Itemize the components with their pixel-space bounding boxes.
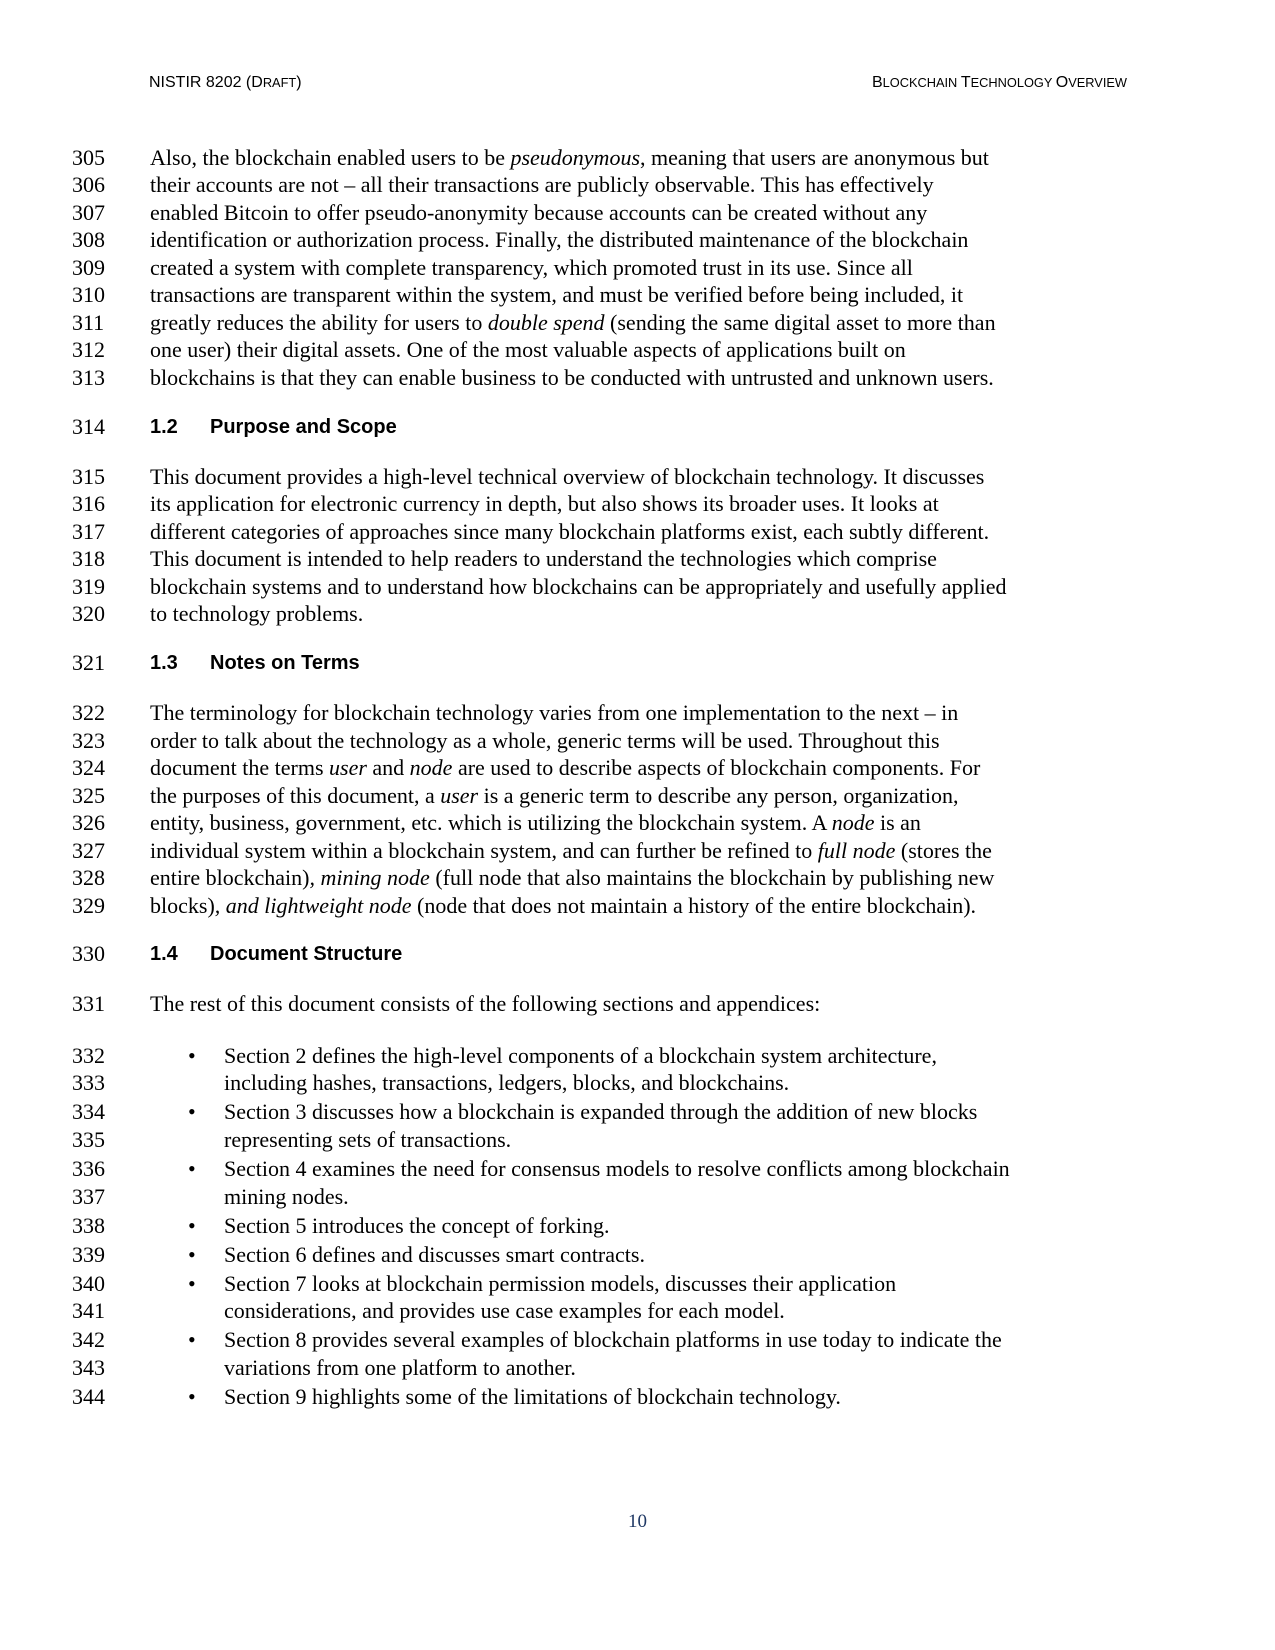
line-number: 336 xyxy=(72,1156,105,1181)
paragraph-line: entire blockchain), mining node (full node that also maintains the blockchain by publishing new xyxy=(150,865,995,890)
list-item: Section 4 examines the need for consensus models to resolve conflicts among blockchain xyxy=(224,1156,1010,1181)
bullet: • xyxy=(188,1242,196,1267)
line-number: 343 xyxy=(72,1355,105,1380)
line-number: 335 xyxy=(72,1127,105,1152)
list-item: Section 2 defines the high-level components of a blockchain system architecture, xyxy=(224,1043,937,1068)
paragraph-line: order to talk about the technology as a whole, generic terms will be used. Throughout this xyxy=(150,728,940,753)
line-number: 330 xyxy=(72,941,105,966)
line-number: 306 xyxy=(72,172,105,197)
line-number: 340 xyxy=(72,1271,105,1296)
bullet: • xyxy=(188,1099,196,1124)
list-item: Section 6 defines and discusses smart contracts. xyxy=(224,1242,645,1267)
line-number: 337 xyxy=(72,1184,105,1209)
line-number: 316 xyxy=(72,491,105,516)
bullet: • xyxy=(188,1043,196,1068)
bullet: • xyxy=(188,1384,196,1409)
paragraph-line: individual system within a blockchain system, and can further be refined to full node (stores the xyxy=(150,838,992,863)
paragraph-line: enabled Bitcoin to offer pseudo-anonymity because accounts can be created without any xyxy=(150,200,928,225)
line-number: 324 xyxy=(72,755,105,780)
bullet: • xyxy=(188,1213,196,1238)
list-item-continued: including hashes, transactions, ledgers, blocks, and blockchains. xyxy=(224,1070,790,1095)
line-number: 342 xyxy=(72,1327,105,1352)
paragraph-line: This document is intended to help readers to understand the technologies which comprise xyxy=(150,546,937,571)
paragraph-line: the purposes of this document, a user is a generic term to describe any person, organization, xyxy=(150,783,959,808)
paragraph-line: different categories of approaches since many blockchain platforms exist, each subtly different. xyxy=(150,519,990,544)
list-item-continued: variations from one platform to another. xyxy=(224,1355,576,1380)
running-header-right: BLOCKCHAIN TECHNOLOGY OVERVIEW xyxy=(871,74,1127,91)
line-number: 334 xyxy=(72,1099,105,1124)
line-number: 319 xyxy=(72,574,105,599)
list-item-continued: representing sets of transactions. xyxy=(224,1127,512,1152)
bullet: • xyxy=(188,1156,196,1181)
line-number: 305 xyxy=(72,145,105,170)
list-item-continued: considerations, and provides use case examples for each model. xyxy=(224,1298,785,1323)
paragraph-line: This document provides a high-level technical overview of blockchain technology. It discusses xyxy=(150,464,985,489)
line-number: 310 xyxy=(72,282,105,307)
list-item-continued: mining nodes. xyxy=(224,1184,349,1209)
line-number: 318 xyxy=(72,546,105,571)
paragraph-line: entity, business, government, etc. which is utilizing the blockchain system. A node is an xyxy=(150,810,921,835)
line-number: 328 xyxy=(72,865,105,890)
paragraph-line: greatly reduces the ability for users to double spend (sending the same digital asset to more than xyxy=(150,310,996,335)
line-number: 331 xyxy=(72,991,105,1016)
section-heading-1-4: 1.4 Document Structure xyxy=(150,943,403,965)
line-number: 317 xyxy=(72,519,105,544)
paragraph-line: The terminology for blockchain technology varies from one implementation to the next – in xyxy=(150,700,959,725)
line-number: 322 xyxy=(72,700,105,725)
paragraph-line: The rest of this document consists of the following sections and appendices: xyxy=(150,991,821,1016)
list-item: Section 9 highlights some of the limitations of blockchain technology. xyxy=(224,1384,841,1409)
section-heading-1-3: 1.3 Notes on Terms xyxy=(150,652,360,674)
paragraph-line: blockchain systems and to understand how blockchains can be appropriately and usefully applied xyxy=(150,574,1007,599)
running-header-left: NISTIR 8202 (DRAFT) xyxy=(149,74,302,91)
paragraph-line: identification or authorization process. Finally, the distributed maintenance of the blockchain xyxy=(150,227,969,252)
paragraph-line: one user) their digital assets. One of the most valuable aspects of applications built on xyxy=(150,337,906,362)
line-number: 307 xyxy=(72,200,105,225)
line-number: 309 xyxy=(72,255,105,280)
line-number: 313 xyxy=(72,365,105,390)
list-item: Section 8 provides several examples of blockchain platforms in use today to indicate the xyxy=(224,1327,1002,1352)
bullet: • xyxy=(188,1271,196,1296)
line-number: 315 xyxy=(72,464,105,489)
line-number: 338 xyxy=(72,1213,105,1238)
paragraph-line: its application for electronic currency in depth, but also shows its broader uses. It looks at xyxy=(150,491,939,516)
list-item: Section 3 discusses how a blockchain is expanded through the addition of new blocks xyxy=(224,1099,978,1124)
list-item: Section 7 looks at blockchain permission models, discusses their application xyxy=(224,1271,897,1296)
paragraph-line: created a system with complete transparency, which promoted trust in its use. Since all xyxy=(150,255,913,280)
bullet: • xyxy=(188,1327,196,1352)
line-number: 332 xyxy=(72,1043,105,1068)
line-number: 312 xyxy=(72,337,105,362)
line-number: 329 xyxy=(72,893,105,918)
paragraph-line: Also, the blockchain enabled users to be pseudonymous, meaning that users are anonymous but xyxy=(150,145,989,170)
line-number: 327 xyxy=(72,838,105,863)
paragraph-line: blocks), and lightweight node (node that does not maintain a history of the entire blockchain). xyxy=(150,893,977,918)
line-number: 323 xyxy=(72,728,105,753)
paragraph-line: blockchains is that they can enable business to be conducted with untrusted and unknown users. xyxy=(150,365,994,390)
line-number: 333 xyxy=(72,1070,105,1095)
line-number: 308 xyxy=(72,227,105,252)
paragraph-line: their accounts are not – all their transactions are publicly observable. This has effectively xyxy=(150,172,934,197)
line-number: 320 xyxy=(72,601,105,626)
line-number: 344 xyxy=(72,1384,105,1409)
line-number: 311 xyxy=(72,310,105,335)
page-number: 10 xyxy=(628,1511,647,1532)
paragraph-line: document the terms user and node are used to describe aspects of blockchain components. For xyxy=(150,755,981,780)
list-item: Section 5 introduces the concept of forking. xyxy=(224,1213,610,1238)
line-number: 341 xyxy=(72,1298,105,1323)
section-heading-1-2: 1.2 Purpose and Scope xyxy=(150,416,397,438)
paragraph-line: to technology problems. xyxy=(150,601,364,626)
line-number: 321 xyxy=(72,650,105,675)
line-number: 314 xyxy=(72,414,105,439)
line-number: 326 xyxy=(72,810,105,835)
line-number: 325 xyxy=(72,783,105,808)
paragraph-line: transactions are transparent within the system, and must be verified before being included, it xyxy=(150,282,964,307)
line-number: 339 xyxy=(72,1242,105,1267)
